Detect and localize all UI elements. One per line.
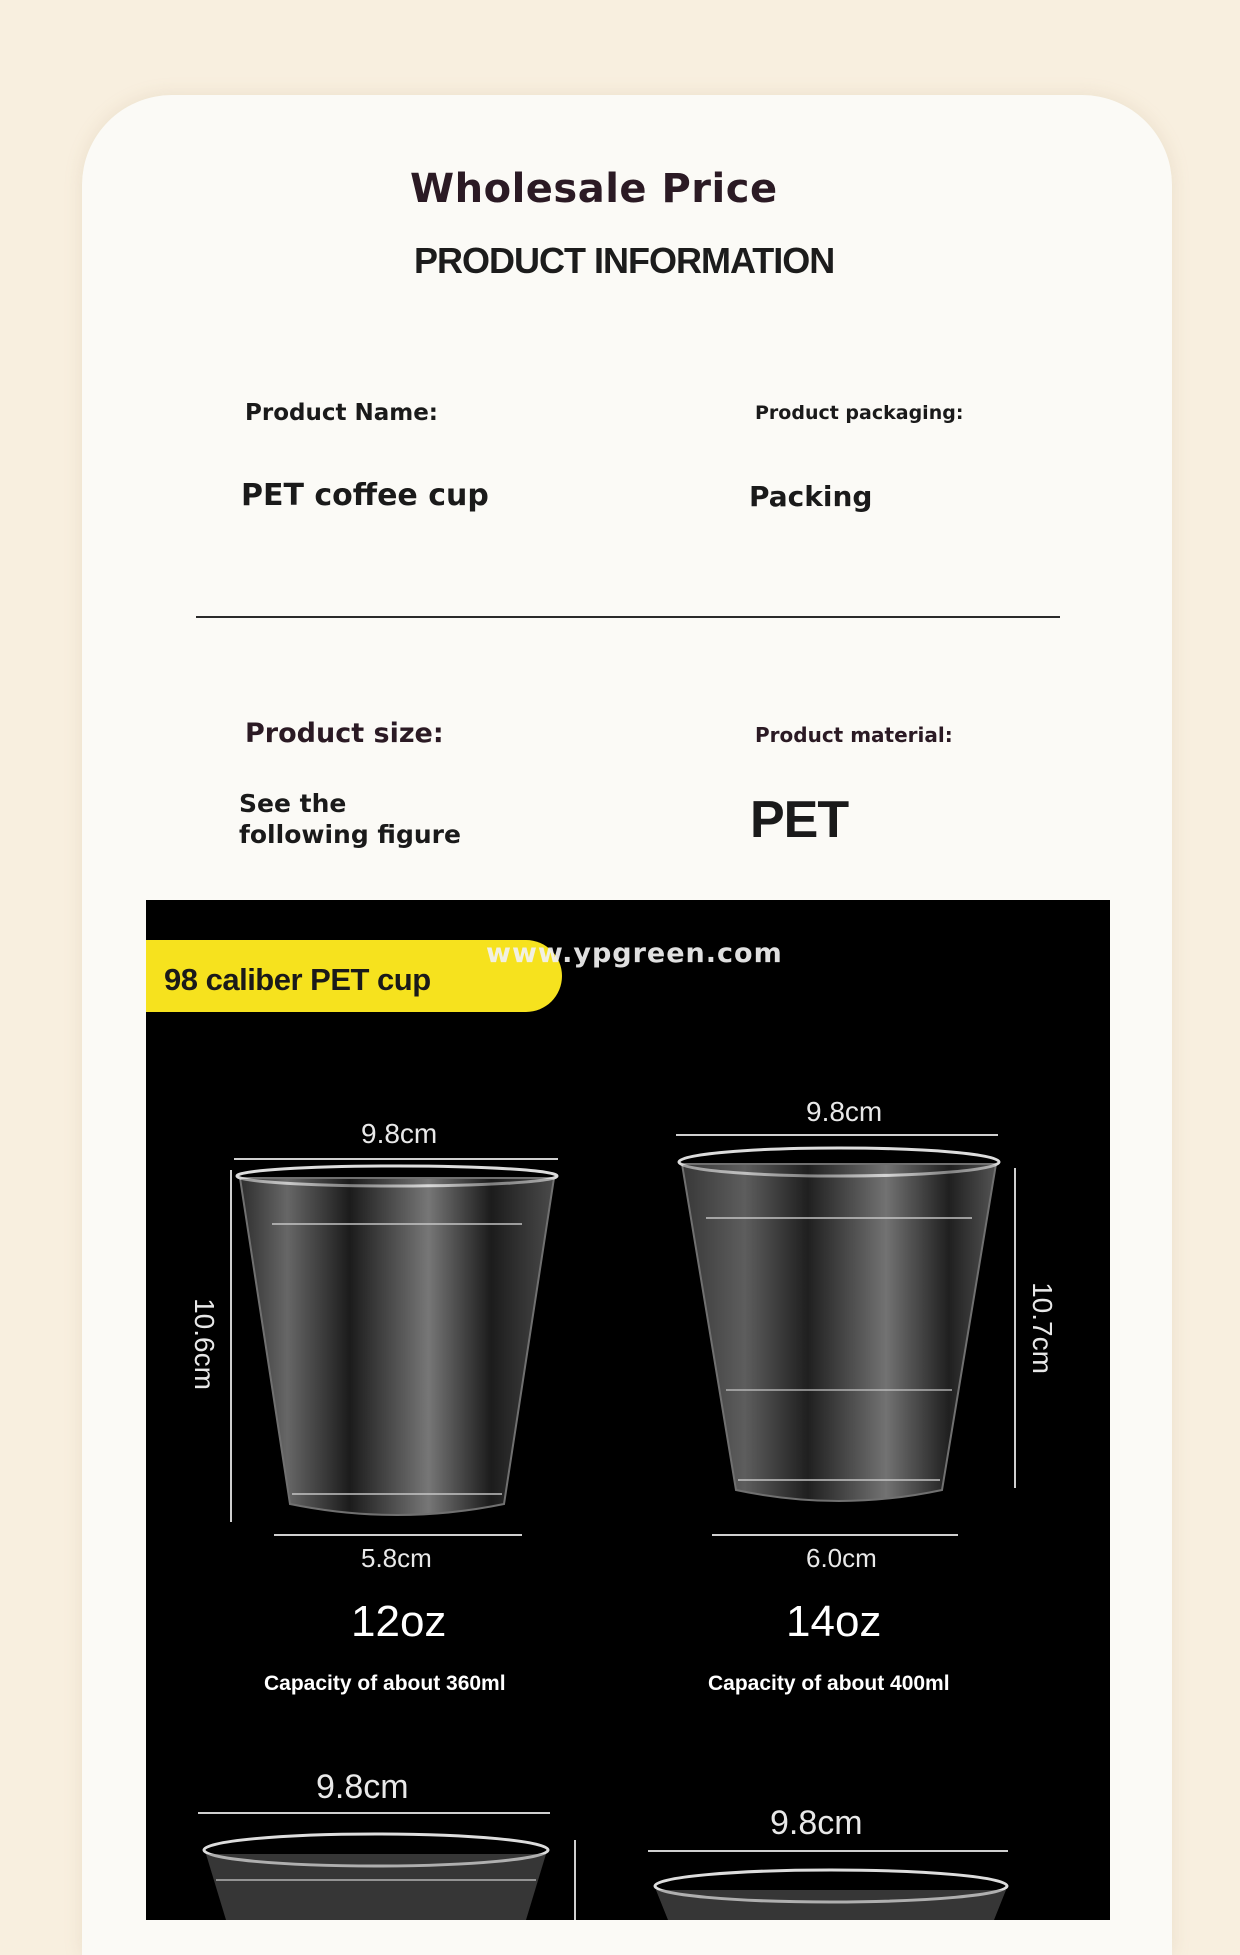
product-size-value <box>239 788 499 850</box>
product-material-label: Product material: <box>755 723 953 747</box>
product-size-value-line2: following figure <box>239 820 461 849</box>
cup4-top-line <box>648 1850 1008 1852</box>
cup3-top-dimension: 9.8cm <box>316 1768 409 1806</box>
divider <box>196 616 1060 618</box>
cup2-top-dimension: 9.8cm <box>806 1096 883 1127</box>
product-packaging-label: Product packaging: <box>755 402 964 424</box>
product-material-value: PET <box>750 791 849 849</box>
product-name-value: PET coffee cup <box>241 478 489 513</box>
cup4-top-dimension: 9.8cm <box>770 1804 863 1842</box>
cup1-image <box>232 1164 562 1530</box>
cup2-height-dimension: 10.7cm <box>1026 1282 1058 1374</box>
cup1-top-line <box>234 1158 558 1160</box>
cup-size-figure <box>146 900 1110 1920</box>
cup1-bottom-line <box>274 1534 522 1536</box>
cup3-image <box>196 1830 556 1920</box>
cup2-capacity: Capacity of about 400ml <box>708 1672 950 1695</box>
cup2-bottom-line <box>712 1534 958 1536</box>
cup2-size: 14oz <box>786 1597 882 1646</box>
cup1-capacity: Capacity of about 360ml <box>264 1672 506 1695</box>
product-size-label: Product size: <box>245 718 444 749</box>
product-packaging-value: Packing <box>749 480 873 513</box>
cup2-bottom-dimension: 6.0cm <box>806 1543 877 1573</box>
watermark: www.ypgreen.com <box>486 938 783 969</box>
cup3-top-line <box>198 1812 550 1814</box>
cup3-height-line <box>574 1840 576 1920</box>
product-name-label: Product Name: <box>245 400 439 426</box>
cup1-bottom-dimension: 5.8cm <box>361 1543 432 1573</box>
cup1-height-dimension: 10.6cm <box>188 1298 220 1390</box>
cup1-size: 12oz <box>351 1597 447 1646</box>
cup2-image <box>674 1144 1004 1516</box>
cup4-image <box>646 1866 1016 1920</box>
cup2-top-line <box>676 1134 998 1136</box>
section-subtitle: PRODUCT INFORMATION <box>414 240 835 281</box>
page-title: Wholesale Price <box>410 166 778 212</box>
cup2-height-line <box>1014 1168 1016 1488</box>
product-size-value-line1: See the <box>239 789 347 818</box>
cup1-top-dimension: 9.8cm <box>361 1118 438 1149</box>
caliber-tag-label: 98 caliber PET cup <box>164 962 431 997</box>
